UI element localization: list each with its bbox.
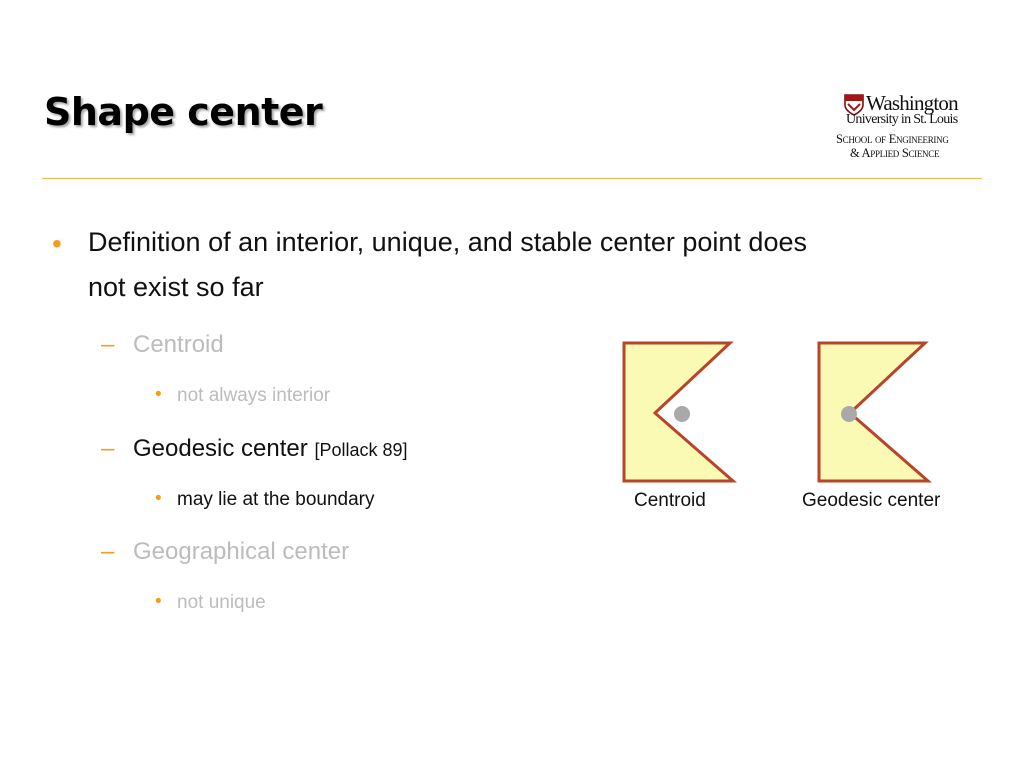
logo-line-4: & Applied Science bbox=[850, 146, 940, 160]
main-bullet-line-2: not exist so far bbox=[88, 272, 264, 302]
sub-item-centroid: Centroid bbox=[133, 331, 224, 358]
dash-icon: – bbox=[101, 331, 115, 358]
figure-caption-geodesic-center: Geodesic center bbox=[802, 490, 941, 511]
university-logo bbox=[832, 90, 992, 170]
sub-item-geographical-center: Geographical center bbox=[133, 538, 350, 565]
centroid-dot bbox=[674, 406, 690, 422]
logo-line-2: University in St. Louis bbox=[846, 112, 958, 127]
sub-sub-item-may-lie-at-boundary: may lie at the boundary bbox=[177, 489, 375, 510]
dash-icon: – bbox=[101, 435, 115, 462]
bullet-icon: • bbox=[52, 228, 62, 259]
bullet-icon: • bbox=[155, 591, 162, 612]
bullet-icon: • bbox=[155, 384, 162, 405]
main-bullet-line-1: Definition of an interior, unique, and stable center point does bbox=[88, 227, 807, 257]
geodesic-center-label: Geodesic center bbox=[133, 435, 308, 462]
sub-item-geodesic-center bbox=[133, 435, 408, 463]
notched-shape bbox=[819, 343, 928, 481]
dash-icon: – bbox=[101, 538, 115, 565]
geodesic-center-dot bbox=[841, 406, 857, 422]
bullet-icon: • bbox=[155, 488, 162, 509]
citation-pollack: [Pollack 89] bbox=[314, 440, 408, 460]
sub-sub-item-not-always-interior: not always interior bbox=[177, 385, 331, 406]
logo-line-3: School of Engineering bbox=[836, 132, 949, 146]
centroid-shape-figure bbox=[616, 336, 746, 486]
geodesic-center-shape-figure bbox=[811, 336, 941, 486]
logo-line-1: Washington bbox=[866, 91, 958, 115]
sub-sub-item-not-unique: not unique bbox=[177, 592, 266, 613]
title-divider bbox=[42, 178, 982, 179]
figure-caption-centroid: Centroid bbox=[634, 490, 706, 511]
slide-title: Shape center bbox=[44, 90, 323, 134]
